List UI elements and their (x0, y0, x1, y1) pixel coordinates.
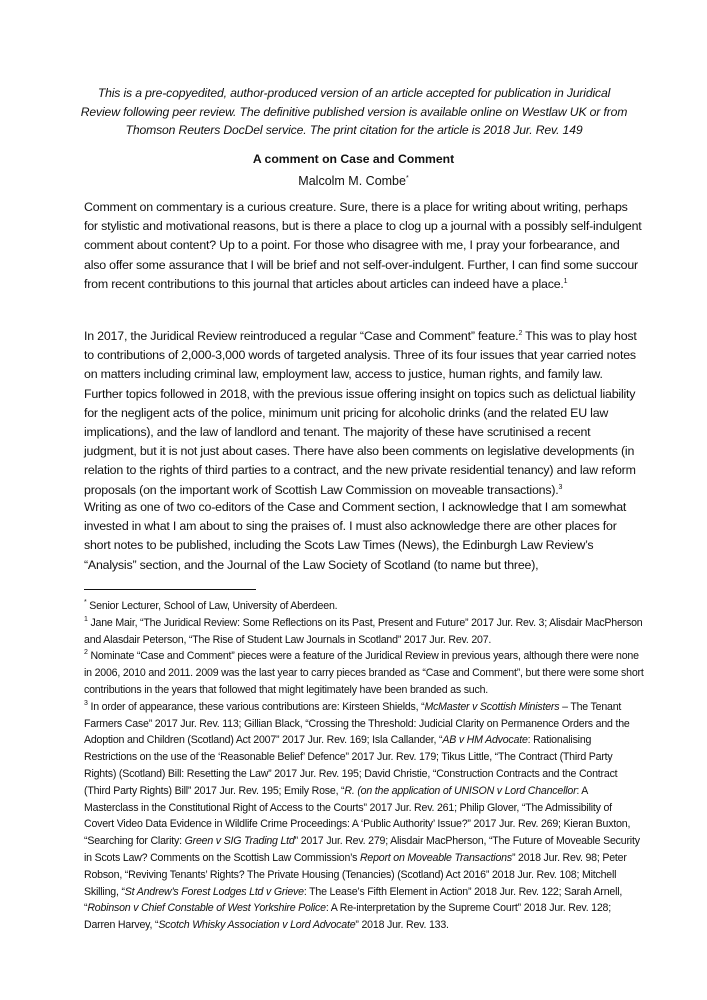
footnote-text: Jane Mair, “The Juridical Review: Some Reflections on its Past, Present and Future” 2017 Jur. Rev. 3; Alisdair MacPherson and Alasdair Peterson, “The Rise of Student Law Journals in Scotland” 2017 Jur. Rev. 207. (84, 616, 643, 646)
paragraph-2 (84, 327, 644, 500)
paragraph-text: Comment on commentary is a curious creature. Sure, there is a place for writing about writing, perhaps for stylistic and motivational reasons, but is there a place to clog up a journal with a possibly self-indulgent comment about content? Up to a point. For those who disagree with me, I pray your forbearance, and also offer some assurance that I will be brief and not self-over-indulgent. Further, I can find some succour from recent contributions to this journal that articles about articles can indeed have a place. (84, 200, 642, 291)
author-footnote-marker[interactable]: * (405, 175, 409, 182)
case-name: AB v HM Advocate (442, 734, 528, 747)
footnote-marker: 3 (84, 699, 88, 707)
footnote-text: ” 2018 Jur. Rev. 98; Peter Robson, “Reviving Tenants’ Rights? The Private Housing (Tenancies) (Scotland) Act 2016” 2018 Jur. Rev. 108; Mitchell Skilling, “ (84, 851, 627, 898)
case-name: Robinson v Chief Constable of West Yorkshire Police (87, 902, 326, 915)
footnote-1 (84, 615, 644, 649)
footnote-text: – The Tenant Farmers Case” 2017 Jur. Rev. 113; Gillian Black, “Crossing the Threshold: Judicial Clarity on Permanence Orders and the Adoption and Children (Scotland) Act 2007” 2017 Jur. Rev. 169; Isla Callander, “ (84, 700, 630, 747)
case-name: Green v SIG Trading Ltd (184, 835, 295, 848)
case-name: St Andrew’s Forest Lodges Ltd v Grieve (124, 885, 304, 898)
paragraph-text: In 2017, the Juridical Review reintroduced a regular “Case and Comment” feature. (84, 329, 519, 343)
paragraph-text: This was to play host to contributions of 2,000-3,000 words of targeted analysis. Three of its four issues that year carried notes on matters including criminal law, employment law, access to justice, human rights, and family law. Further topics followed in 2018, with the previous issue offering insight on topics such as delictual liability for the negligent acts of the police, minimum unit pricing for alcoholic drinks (and the related EU law implications), and the law of landlord and tenant. The majority of these have scrutinised a recent judgment, but it is not just about cases. There have also been comments on legislative developments (in relation to the rights of third parties to a contract, and the new private residential tenancy) and law reform proposals (on the important work of Scottish Law Commission on moveable transactions). (84, 329, 637, 497)
footnote-marker: 2 (84, 649, 88, 657)
footnotes (84, 598, 644, 934)
footnote-text: ” 2017 Jur. Rev. 279; Alisdair MacPherson, “The Future of Moveable Security in Scots Law? Comments on the Scottish Law Commission’s (84, 835, 640, 864)
author-name: Malcolm M. Combe (298, 174, 406, 188)
case-name: McMaster v Scottish Ministers (424, 700, 560, 713)
footnote-author (84, 598, 644, 615)
report-title: Report on Moveable Transactions (359, 851, 512, 864)
author-line (0, 174, 707, 188)
paragraph-text: Writing as one of two co-editors of the Case and Comment section, I acknowledge that I am somewhat invested in what I am about to sing the praises of. I must also acknowledge there are other places for short notes to be published, including the Scots Law Times (News), the Edinburgh Law Review’s “Analysis” section, and the Journal of the Law Society of Scotland (to name but three), (84, 500, 627, 572)
publication-notice: This is a pre-copyedited, author-produced version of an article accepted for publication in Juridical Review following peer review. The definitive published version is available online on Westlaw UK or from Thomson Reuters DocDel service. The print citation for the article is 2018 Jur. Rev. 149 (80, 86, 628, 137)
footnote-text: : A Re-interpretation by the Supreme Court” 2018 Jur. Rev. 128; Darren Harvey, “ (84, 902, 611, 932)
case-name: Scotch Whisky Association v Lord Advocate (158, 919, 356, 932)
paragraph-3 (84, 498, 644, 575)
footnote-ref-2[interactable]: 2 (518, 330, 523, 337)
footnote-marker: * (84, 599, 87, 606)
footnote-text: ” 2018 Jur. Rev. 133. (355, 919, 449, 932)
footnote-marker: 1 (84, 615, 88, 623)
footnote-text: : The Lease’s Fifth Element in Action” 2018 Jur. Rev. 122; Sarah Arnell, “ (84, 885, 623, 915)
article-title: A comment on Case and Comment (252, 152, 455, 166)
paragraph-1 (84, 198, 644, 294)
footnote-text: In order of appearance, these various contributions are: Kirsteen Shields, “ (87, 700, 425, 713)
footnote-2 (84, 648, 644, 698)
footnote-ref-1[interactable]: 1 (563, 277, 568, 285)
footnote-3 (84, 699, 644, 934)
footnote-text: Senior Lecturer, School of Law, University of Aberdeen. (86, 600, 338, 612)
footnote-text: : Rationalising Restrictions on the use of the ‘Reasonable Belief’ Defence” 2017 Jur. Rev. 179; Tikus Little, “The Contract (Third Party Rights) (Scotland) Bill: Resetting the Law” 2017 Jur. Rev. 195; David Christie, “Construction Contracts and the Contract (Third Party Rights) Bill” 2017 Jur. Rev. 195; Emily Rose, “ (84, 734, 618, 797)
footnote-separator (84, 589, 256, 590)
case-name: R. (on the application of UNISON v Lord Chancellor (344, 784, 577, 797)
footnote-ref-3[interactable]: 3 (558, 483, 563, 491)
footnote-text: : A Masterclass in the Constitutional Right of Access to the Courts” 2017 Jur. Rev. 261; Philip Glover, “The Admissibility of Covert Video Data Evidence in Wildlife Crime Proceedings: A ‘Public Authority’ Issue?” 2017 Jur. Rev. 269; Kieran Buxton, “Searching for Clarity: (84, 784, 631, 848)
footnote-text: Nominate “Case and Comment” pieces were a feature of the Juridical Review in previous years, although there were none in 2006, 2010 and 2011. 2009 was the last year to carry pieces branded as “Case and Comment”, but there were some short contributions in the years that followed that might legitimately have been branded as such. (84, 650, 644, 696)
